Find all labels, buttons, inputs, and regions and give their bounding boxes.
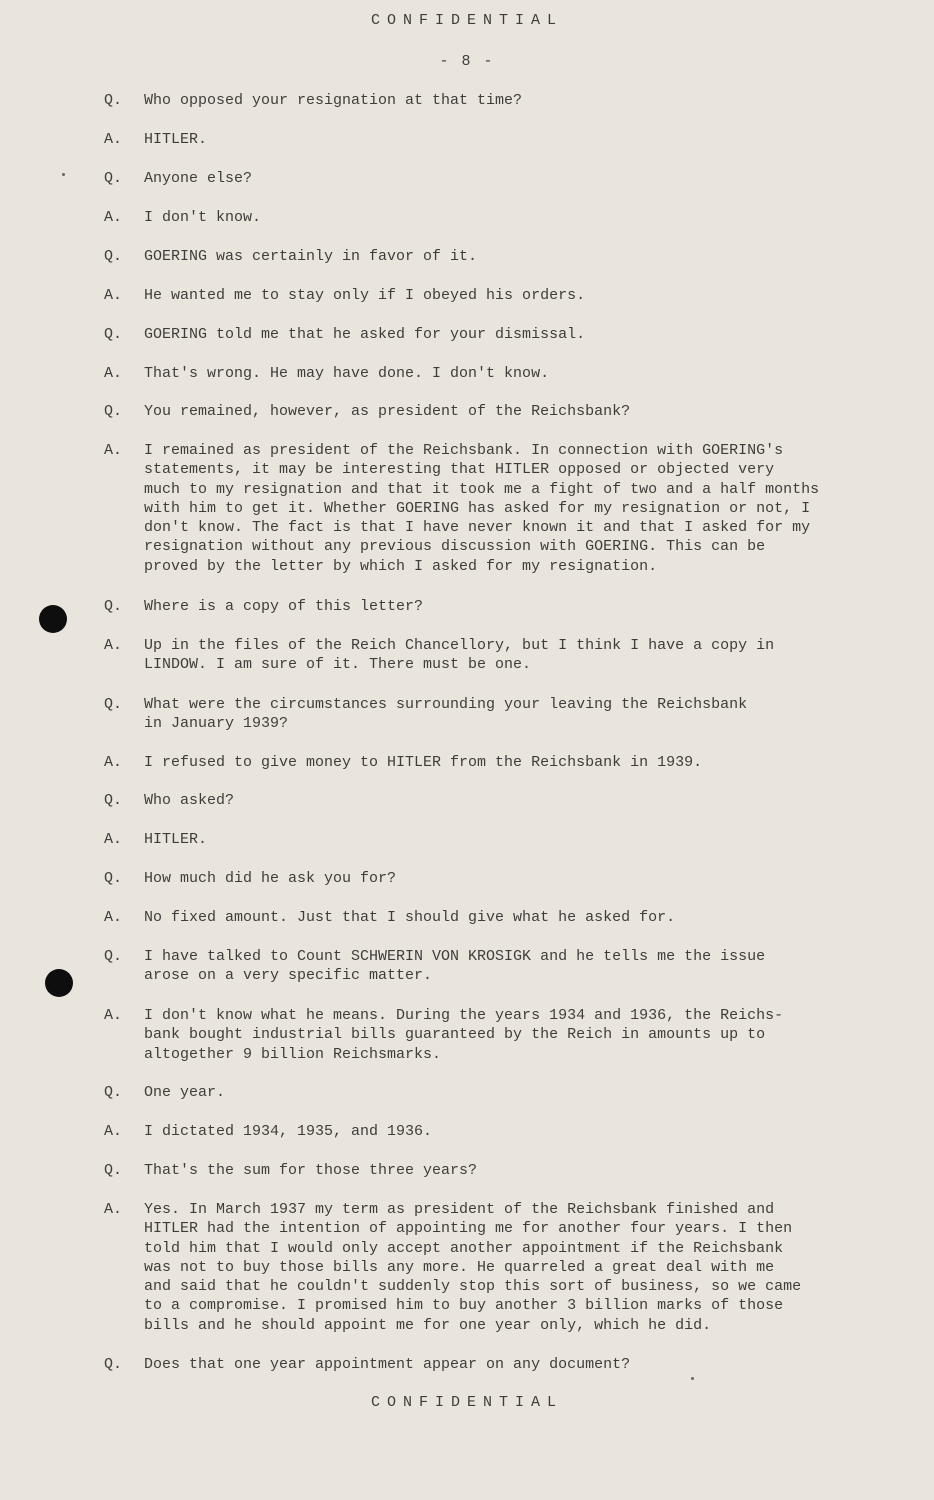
qa-text: HITLER.	[144, 131, 208, 148]
qa-label: A.	[104, 1123, 123, 1140]
qa-label: A.	[104, 365, 123, 382]
qa-label: Q.	[104, 870, 123, 887]
qa-label: A.	[104, 909, 123, 926]
qa-label: A.	[104, 637, 123, 654]
page-number: - 8 -	[439, 53, 495, 70]
qa-label: Q.	[104, 248, 123, 265]
qa-entry	[104, 908, 884, 927]
qa-text: One year.	[144, 1084, 226, 1101]
classification-header: CONFIDENTIAL	[370, 12, 564, 29]
qa-label: Q.	[104, 948, 123, 965]
qa-text: HITLER.	[144, 831, 208, 848]
qa-entry	[104, 1161, 884, 1180]
qa-entry	[104, 169, 884, 188]
qa-text: Who asked?	[144, 792, 235, 809]
qa-text: Anyone else?	[144, 170, 253, 187]
qa-label: A.	[104, 442, 123, 459]
qa-label: Q.	[104, 92, 123, 109]
qa-text: That's wrong. He may have done. I don't know.	[144, 365, 550, 382]
qa-text: That's the sum for those three years?	[144, 1162, 478, 1179]
qa-label: Q.	[104, 326, 123, 343]
qa-text: GOERING was certainly in favor of it.	[144, 248, 478, 265]
qa-label: Q.	[104, 403, 123, 420]
qa-text: You remained, however, as president of the Reichsbank?	[144, 403, 631, 420]
qa-entry	[104, 869, 884, 888]
qa-entry	[104, 402, 884, 421]
qa-label: A.	[104, 1007, 123, 1024]
qa-text: Yes. In March 1937 my term as president of the Reichsbank finished and HITLER had the intention of appointing me for another four years. I then told him that I would only accept another appointment if the Reichsbank was not to buy those bills any more. He quarreled a great deal with me and said that he couldn't suddenly stop this sort of business, so we came to a compromise. I promised him to buy another 3 billion marks of those bills and he should appoint me for one year only, which he did.	[144, 1201, 802, 1334]
qa-entry	[104, 753, 884, 772]
qa-label: Q.	[104, 598, 123, 615]
qa-text: How much did he ask you for?	[144, 870, 397, 887]
qa-entry	[104, 1355, 884, 1374]
qa-entry	[104, 286, 884, 305]
qa-entry	[104, 364, 884, 383]
qa-entry	[104, 441, 884, 576]
qa-entry	[104, 91, 884, 110]
qa-entry	[104, 830, 884, 849]
qa-entry	[104, 208, 884, 227]
qa-entry	[104, 130, 884, 149]
qa-entry	[104, 636, 884, 675]
qa-label: Q.	[104, 170, 123, 187]
qa-entry	[104, 1083, 884, 1102]
qa-entry	[104, 597, 884, 616]
qa-entry	[104, 247, 884, 266]
qa-text: What were the circumstances surrounding your leaving the Reichsbank in January 1939?	[144, 696, 748, 733]
qa-text: Up in the files of the Reich Chancellory, but I think I have a copy in LINDOW. I am sure of it. There must be one.	[144, 637, 775, 674]
qa-entry	[104, 1122, 884, 1141]
qa-text: I dictated 1934, 1935, and 1936.	[144, 1123, 433, 1140]
classification-footer: CONFIDENTIAL	[370, 1394, 564, 1411]
qa-label: A.	[104, 754, 123, 771]
qa-label: Q.	[104, 1084, 123, 1101]
qa-label: A.	[104, 1201, 123, 1218]
qa-text: He wanted me to stay only if I obeyed his orders.	[144, 287, 586, 304]
qa-label: Q.	[104, 1356, 123, 1373]
punch-hole	[45, 969, 73, 997]
qa-entry	[104, 1006, 884, 1064]
qa-label: Q.	[104, 696, 123, 713]
qa-text: I remained as president of the Reichsbank. In connection with GOERING's statements, it may be interesting that HITLER opposed or objected very much to my resignation and that it took me a fight of two and a half months with him to get it. Whether GOERING has asked for my resignation or not, I don't know. The fact is that I have never known it and that I asked for my resignation without any previous discussion with GOERING. This can be proved by the letter by which I asked for my resignation.	[144, 442, 820, 575]
qa-entry	[104, 947, 884, 986]
punch-hole	[39, 605, 67, 633]
qa-label: Q.	[104, 792, 123, 809]
qa-text: Who opposed your resignation at that time?	[144, 92, 523, 109]
paper-speck	[691, 1377, 694, 1380]
qa-entry	[104, 1200, 884, 1335]
qa-text: I refused to give money to HITLER from the Reichsbank in 1939.	[144, 754, 703, 771]
qa-entry	[104, 695, 884, 734]
qa-text: I have talked to Count SCHWERIN VON KROSIGK and he tells me the issue arose on a very specific matter.	[144, 948, 766, 985]
qa-text: Does that one year appointment appear on any document?	[144, 1356, 631, 1373]
qa-text: GOERING told me that he asked for your dismissal.	[144, 326, 586, 343]
qa-entry	[104, 325, 884, 344]
qa-label: Q.	[104, 1162, 123, 1179]
qa-text: I don't know.	[144, 209, 262, 226]
paper-speck	[62, 173, 65, 176]
qa-label: A.	[104, 831, 123, 848]
qa-label: A.	[104, 287, 123, 304]
qa-text: I don't know what he means. During the years 1934 and 1936, the Reichs- bank bought industrial bills guaranteed by the Reich in amounts up to altogether 9 billion Reichsmarks.	[144, 1007, 784, 1063]
qa-text: No fixed amount. Just that I should give what he asked for.	[144, 909, 676, 926]
qa-text: Where is a copy of this letter?	[144, 598, 424, 615]
qa-label: A.	[104, 131, 123, 148]
qa-entry	[104, 791, 884, 810]
qa-label: A.	[104, 209, 123, 226]
